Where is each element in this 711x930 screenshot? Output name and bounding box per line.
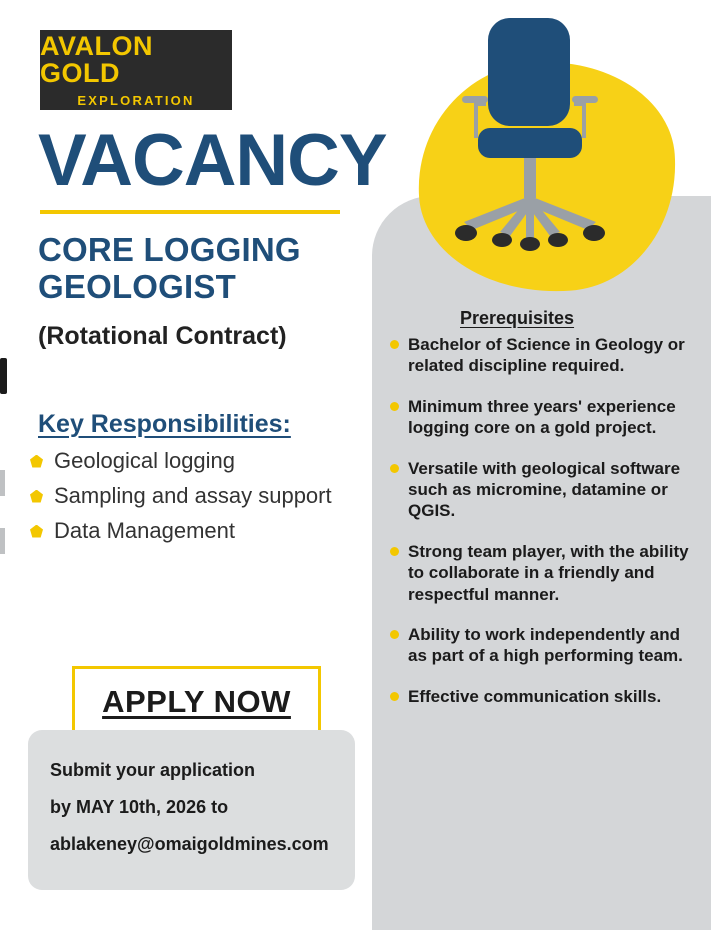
list-item-label: Ability to work independently and as part of a high performing team. bbox=[408, 625, 683, 666]
list-item-label: Versatile with geological software such as micromine, datamine or QGIS. bbox=[408, 458, 681, 521]
list-item-label: Geological logging bbox=[54, 448, 236, 473]
logo-sub-text: EXPLORATION bbox=[77, 92, 195, 108]
submit-application-box bbox=[28, 730, 355, 890]
dot-bullet-icon bbox=[390, 340, 399, 349]
list-item-label: Minimum three years' experience logging core on a gold project. bbox=[408, 396, 676, 438]
list-item-label: Bachelor of Science in Geology or related discipline required. bbox=[408, 335, 685, 376]
list-item bbox=[386, 334, 701, 377]
dot-bullet-icon bbox=[390, 547, 399, 556]
dot-bullet-icon bbox=[390, 464, 399, 473]
list-item-label: Strong team player, with the ability to collaborate in a friendly and respectful manner. bbox=[408, 541, 689, 604]
page-edge-marker bbox=[0, 358, 7, 394]
list-item bbox=[30, 518, 370, 544]
pentagon-bullet-icon bbox=[30, 525, 43, 538]
prerequisites-list bbox=[386, 334, 701, 726]
list-item bbox=[386, 396, 701, 439]
list-item bbox=[386, 541, 701, 605]
list-item-label: Effective communication skills. bbox=[408, 686, 662, 706]
list-item bbox=[386, 458, 701, 522]
responsibilities-list bbox=[30, 448, 370, 553]
office-chair-icon bbox=[440, 10, 655, 260]
company-logo bbox=[40, 30, 232, 110]
dot-bullet-icon bbox=[390, 402, 399, 411]
pentagon-bullet-icon bbox=[30, 490, 43, 503]
dot-bullet-icon bbox=[390, 630, 399, 639]
contact-email[interactable]: ablakeney@omaigoldmines.com bbox=[50, 834, 329, 854]
page-edge-marker bbox=[0, 470, 5, 496]
contract-type: (Rotational Contract) bbox=[38, 322, 287, 350]
pentagon-bullet-icon bbox=[30, 455, 43, 468]
list-item bbox=[30, 483, 370, 509]
page-edge-marker bbox=[0, 528, 5, 554]
prerequisites-heading: Prerequisites bbox=[460, 308, 575, 328]
page-title: VACANCY bbox=[38, 120, 387, 201]
submit-line-2: by MAY 10th, 2026 to bbox=[50, 797, 229, 817]
dot-bullet-icon bbox=[390, 692, 399, 701]
list-item bbox=[386, 624, 701, 667]
logo-main-text: AVALON GOLD bbox=[40, 30, 153, 88]
list-item-label: Data Management bbox=[54, 518, 235, 543]
job-title: CORE LOGGING GEOLOGIST bbox=[38, 231, 301, 305]
list-item-label: Sampling and assay support bbox=[54, 483, 332, 508]
list-item bbox=[30, 448, 370, 474]
apply-now-label: APPLY NOW bbox=[102, 684, 291, 719]
title-divider bbox=[40, 210, 340, 214]
responsibilities-heading: Key Responsibilities: bbox=[38, 410, 291, 438]
list-item bbox=[386, 686, 701, 707]
submit-line-1: Submit your application bbox=[50, 760, 256, 780]
apply-now-button[interactable] bbox=[72, 666, 321, 738]
